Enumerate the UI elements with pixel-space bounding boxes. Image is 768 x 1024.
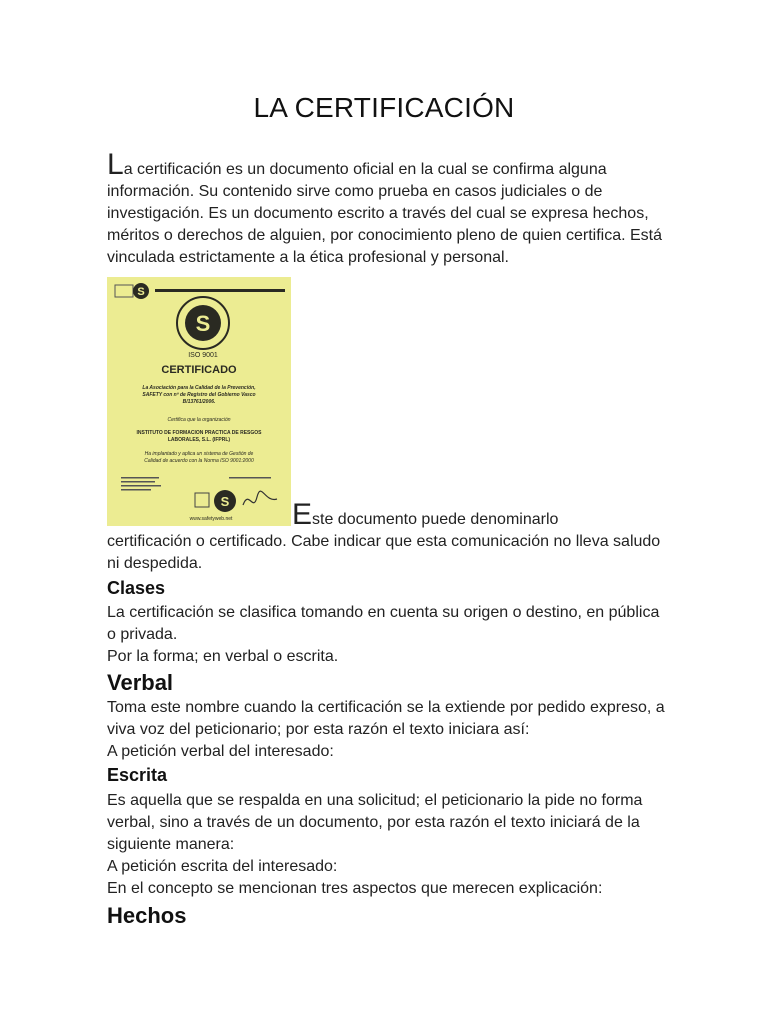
iso-label: ISO 9001 <box>188 352 218 359</box>
clases-heading: Clases <box>107 578 166 598</box>
svg-text:S: S <box>195 311 211 336</box>
escrita-line-1: Es aquella que se respalda en una solicitud; el peticionario la pide no forma verbal, sino a través de un documento, por esta razón el texto iniciará de la siguiente manera: <box>107 792 643 853</box>
intro-text: a certificación es un documento oficial en la cual se confirma alguna información. Su contenido sirve como prueba en casos judiciales o de investigación. Es un documento escrito a través del cual se expresa hechos, méritos o derechos de alguien, por conocimiento pleno de quien certifica. Está vinculada estrictamente a la ética profesional y personal. <box>107 161 662 266</box>
certificate-line: Certifica que la organización <box>167 417 231 423</box>
certificate-line: B/13761/2006. <box>182 399 216 405</box>
certificate-line: La Asociación para la Calidad de la Prevención, <box>142 385 256 391</box>
escrita-section <box>107 790 667 900</box>
certificate-heading: CERTIFICADO <box>161 364 237 376</box>
certificate-image <box>107 277 291 526</box>
clases-line-1: La certificación se clasifica tomando en cuenta su origen o destino, en pública o privada. <box>107 604 660 643</box>
escrita-line-2: A petición escrita del interesado: <box>107 858 338 875</box>
verbal-line-2: A petición verbal del interesado: <box>107 743 334 760</box>
escrita-heading: Escrita <box>107 765 168 785</box>
clases-section <box>107 602 667 668</box>
certificate-line: Ha implantado y aplica un sistema de Gestión de <box>144 451 254 457</box>
intro-paragraph <box>107 148 667 269</box>
certificate-line: Calidad de acuerdo con la Norma ISO 9001:2000 <box>144 458 254 464</box>
verbal-section <box>107 697 667 763</box>
clases-line-2: Por la forma; en verbal o escrita. <box>107 648 339 665</box>
certificate-line: INSTITUTO DE FORMACION PRACTICA DE RESGOS <box>136 430 262 436</box>
escrita-line-3: En el concepto se mencionan tres aspectos que merecen explicación: <box>107 880 603 897</box>
second-dropcap: E <box>292 498 313 531</box>
certificate-line: SAFETY con nº de Registro del Gobierno Vasco <box>142 392 256 398</box>
certificate-website: www.safetyweb.net <box>189 516 233 522</box>
second-rest-text: certificación o certificado. Cabe indicar que esta comunicación no lleva saludo ni despedida. <box>107 533 661 572</box>
intro-dropcap: L <box>107 148 124 181</box>
verbal-heading: Verbal <box>107 670 174 695</box>
svg-text:S: S <box>137 286 145 298</box>
second-first-line: ste documento puede denominarlo <box>312 511 559 528</box>
svg-text:S: S <box>220 494 230 509</box>
verbal-line-1: Toma este nombre cuando la certificación se la extiende por pedido expreso, a viva voz del peticionario; por esta razón el texto iniciara así: <box>107 699 665 738</box>
certificate-line: LABORALES, S.L. (IFPRL) <box>167 437 231 443</box>
second-paragraph <box>107 498 667 575</box>
hechos-heading: Hechos <box>107 903 187 928</box>
page-title: LA CERTIFICACIÓN <box>253 92 515 123</box>
